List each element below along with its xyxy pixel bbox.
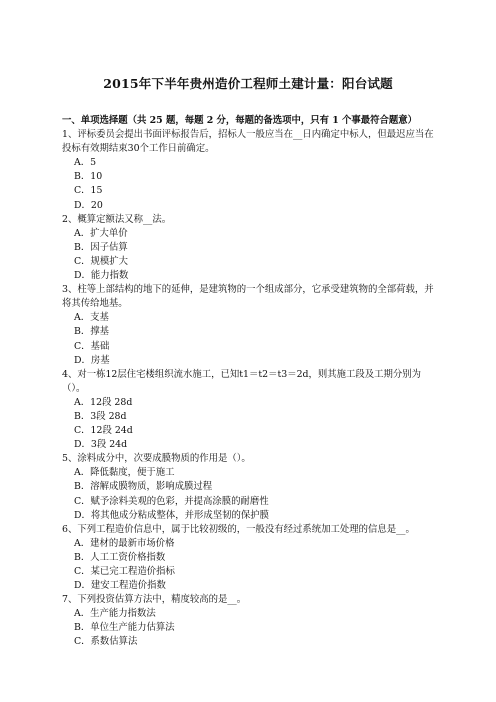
section-heading: 一、单项选择题（共 25 题，每题 2 分，每题的备选项中，只有 1 个事最符合题意） bbox=[62, 115, 418, 126]
question-stem: 5、涂料成分中，次要成膜物质的作用是（）。 bbox=[62, 453, 251, 465]
option-d: D．能力指数 bbox=[74, 270, 129, 282]
option-d: D．建安工程造价指数 bbox=[74, 580, 166, 592]
option-a: A．扩大单价 bbox=[74, 227, 128, 239]
option-b: B．单位生产能力估算法 bbox=[74, 622, 175, 634]
option-c: C．15 bbox=[74, 185, 103, 197]
option-c: C．规模扩大 bbox=[74, 255, 129, 267]
option-c: C．系数估算法 bbox=[74, 636, 138, 648]
option-b: B．撑基 bbox=[74, 326, 110, 338]
question-stem: 3、柱等上部结构的地下的延伸，是建筑物的一个组成部分，它承受建筑物的全部荷载，并将其传给地基。 bbox=[62, 284, 434, 310]
question-5 bbox=[62, 452, 434, 522]
question-2 bbox=[62, 213, 434, 283]
option-b: B．10 bbox=[74, 171, 103, 183]
question-stem: 1、评标委员会提出书面评标报告后，招标人一般应当在__日内确定中标人，但最迟应当在投标有效期结束30个工作日前确定。 bbox=[62, 129, 434, 155]
option-a: A．支基 bbox=[74, 312, 109, 324]
option-c: C．12段 24d bbox=[74, 425, 133, 437]
question-stem: 2、概算定额法又称__法。 bbox=[62, 213, 172, 225]
question-stem: 7、下列投资估算方法中，精度较高的是__。 bbox=[62, 594, 247, 606]
option-d: D．将其他成分粘成整体，并形成坚韧的保护膜 bbox=[74, 509, 270, 521]
option-c: C．某已完工程造价指标 bbox=[74, 566, 175, 577]
option-b: B．3段 28d bbox=[74, 410, 127, 422]
question-6 bbox=[62, 523, 434, 593]
option-b: B．溶解成膜物质，影响成膜过程 bbox=[74, 481, 213, 493]
option-a: A．5 bbox=[74, 157, 97, 169]
question-7 bbox=[62, 593, 434, 649]
option-d: D．20 bbox=[74, 199, 103, 211]
option-c: C．基础 bbox=[74, 340, 110, 352]
option-a: A．12段 28d bbox=[74, 396, 133, 408]
question-list bbox=[62, 114, 434, 650]
option-d: D．3段 24d bbox=[74, 439, 128, 451]
question-3 bbox=[62, 283, 434, 368]
question-4 bbox=[62, 368, 434, 453]
question-stem: 4、对一栋12层住宅楼组织流水施工，已知t1＝t2＝t3＝2d，则其施工段及工期分别为（）。 bbox=[62, 368, 422, 394]
option-b: B．因子估算 bbox=[74, 241, 128, 253]
option-c: C．赋予涂料美观的色彩，并提高涂膜的耐磨性 bbox=[74, 495, 269, 507]
question-stem: 6、下列工程造价信息中，属于比较初级的，一般没有经过系统加工处理的信息是__。 bbox=[62, 523, 415, 535]
page-title: 2015年下半年贵州造价工程师土建计量：阳台试题 bbox=[103, 76, 393, 91]
option-a: A．生产能力指数法 bbox=[74, 608, 156, 620]
option-b: B．人工工资价格指数 bbox=[74, 551, 166, 563]
option-a: A．建材的最新市场价格 bbox=[74, 537, 175, 549]
option-d: D．房基 bbox=[74, 354, 110, 366]
option-a: A．降低黏度，便于施工 bbox=[74, 467, 175, 479]
question-1 bbox=[62, 128, 434, 213]
